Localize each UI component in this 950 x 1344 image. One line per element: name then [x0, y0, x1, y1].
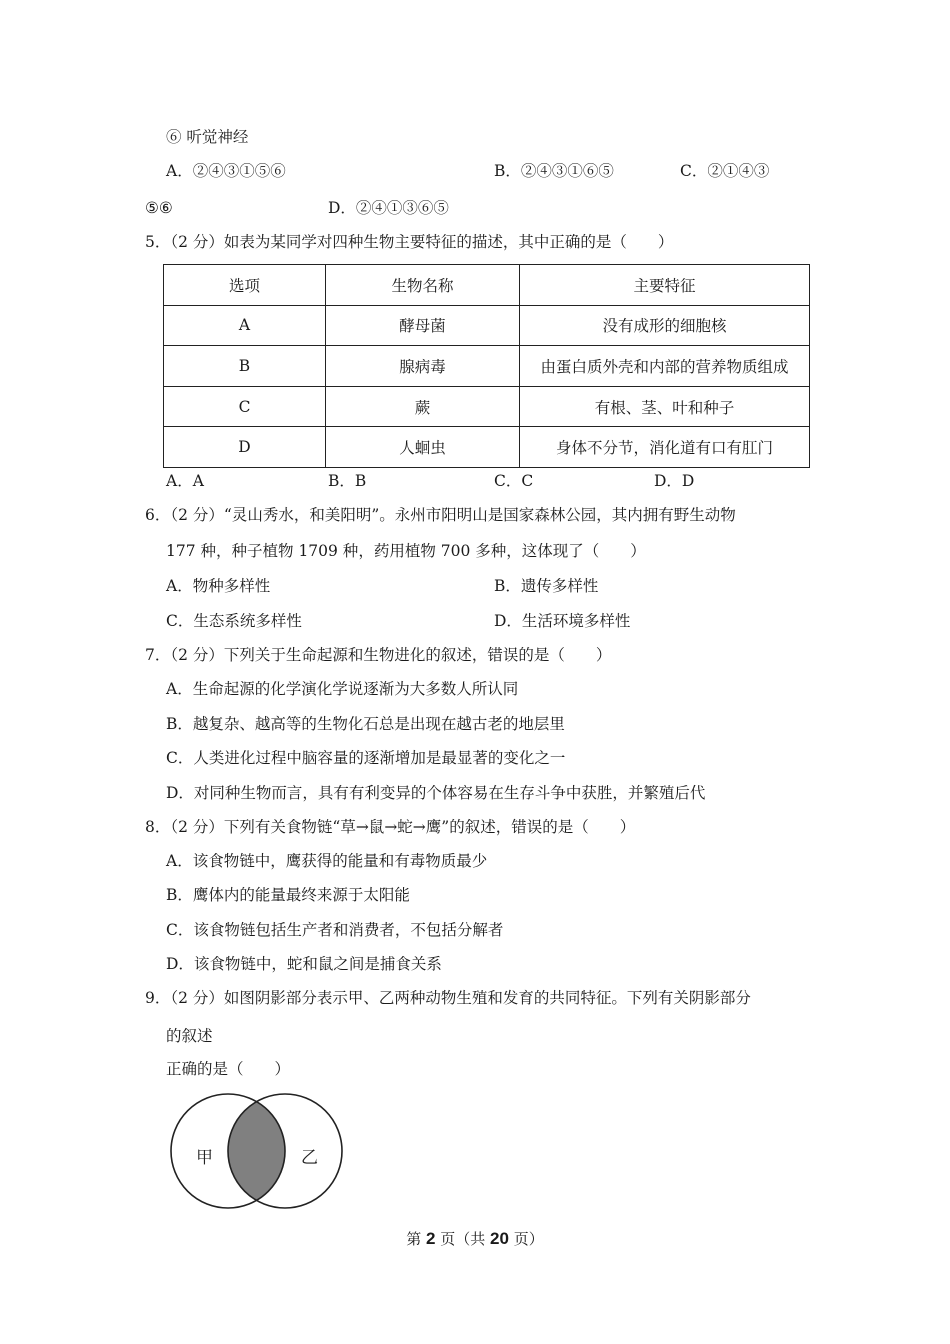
- table-cell: 蕨: [326, 386, 520, 427]
- venn-right-label: 乙: [301, 1148, 318, 1168]
- q8-option-a: A．该食物链中，鹰获得的能量和有毒物质最少: [166, 852, 488, 870]
- page-footer: [0, 1228, 950, 1249]
- q5-table: [163, 264, 810, 468]
- q6-option-a: A．物种多样性: [166, 577, 271, 595]
- q7-option-c: C．人类进化过程中脑容量的逐渐增加是最显著的变化之一: [166, 749, 566, 767]
- footer-prefix: 第: [406, 1230, 427, 1248]
- q9-stem-line2: 的叙述: [166, 1027, 213, 1045]
- table-header: 生物名称: [326, 265, 520, 306]
- q9-stem-line1: 9．（2 分）如图阴影部分表示甲、乙两种动物生殖和发育的共同特征。下列有关阴影部分: [145, 989, 751, 1007]
- footer-middle: 页（共: [435, 1230, 491, 1248]
- q4-option-b: B．②④③①⑥⑤: [494, 162, 614, 180]
- q8-option-b: B．鹰体内的能量最终来源于太阳能: [166, 886, 410, 904]
- q7-option-d: D．对同种生物而言，具有有利变异的个体容易在生存斗争中获胜，并繁殖后代: [166, 784, 706, 802]
- q4-option-a: A．②④③①⑤⑥: [166, 162, 286, 180]
- table-row: [164, 427, 810, 468]
- q7-option-a: A．生命起源的化学演化学说逐渐为大多数人所认同: [166, 680, 519, 698]
- q8-option-c: C．该食物链包括生产者和消费者，不包括分解者: [166, 921, 504, 939]
- table-cell: C: [164, 386, 326, 427]
- table-row: [164, 305, 810, 346]
- q4-option-c-continued: ⑤⑥: [145, 199, 173, 217]
- table-header: 选项: [164, 265, 326, 306]
- table-cell: 有根、茎、叶和种子: [520, 386, 810, 427]
- q5-option-c: C．C: [494, 472, 534, 490]
- venn-diagram: [168, 1093, 348, 1213]
- q6-stem-line2: 177 种，种子植物 1709 种，药用植物 700 多种，这体现了（ ）: [166, 542, 646, 560]
- footer-page-number: 2: [426, 1229, 436, 1248]
- table-cell: 身体不分节，消化道有口有肛门: [520, 427, 810, 468]
- q6-option-b: B．遗传多样性: [494, 577, 599, 595]
- q5-option-a: A．A: [166, 472, 204, 490]
- table-cell: A: [164, 305, 326, 346]
- q4-item-6: ⑥ 听觉神经: [166, 128, 249, 146]
- table-cell: B: [164, 346, 326, 387]
- q8-stem: 8．（2 分）下列有关食物链“草→鼠→蛇→鹰”的叙述，错误的是（ ）: [145, 818, 636, 836]
- q6-option-d: D．生活环境多样性: [494, 612, 631, 630]
- table-header-row: [164, 265, 810, 306]
- q7-stem: 7．（2 分）下列关于生命起源和生物进化的叙述，错误的是（ ）: [145, 646, 612, 664]
- table-row: [164, 386, 810, 427]
- q8-option-d: D．该食物链中，蛇和鼠之间是捕食关系: [166, 955, 442, 973]
- table-cell: 人蛔虫: [326, 427, 520, 468]
- footer-total-pages: 20: [490, 1229, 509, 1248]
- venn-left-label: 甲: [196, 1148, 213, 1168]
- q4-option-c: C．②①④③: [680, 162, 770, 180]
- table-cell: 酵母菌: [326, 305, 520, 346]
- q4-option-d: D．②④①③⑥⑤: [328, 199, 449, 217]
- q9-stem-line3: 正确的是（ ）: [166, 1060, 291, 1078]
- table-cell: 由蛋白质外壳和内部的营养物质组成: [520, 346, 810, 387]
- q6-stem-line1: 6．（2 分）“灵山秀水，和美阳明”。永州市阳明山是国家森林公园，其内拥有野生动物: [145, 506, 736, 524]
- table-cell: 没有成形的细胞核: [520, 305, 810, 346]
- q5-option-b: B．B: [328, 472, 367, 490]
- table-cell: 腺病毒: [326, 346, 520, 387]
- q5-option-d: D．D: [654, 472, 695, 490]
- table-cell: D: [164, 427, 326, 468]
- table-row: [164, 346, 810, 387]
- q6-option-c: C．生态系统多样性: [166, 612, 302, 630]
- footer-suffix: 页）: [508, 1230, 544, 1248]
- q7-option-b: B．越复杂、越高等的生物化石总是出现在越古老的地层里: [166, 715, 565, 733]
- table-header: 主要特征: [520, 265, 810, 306]
- q5-stem: 5．（2 分）如表为某同学对四种生物主要特征的描述，其中正确的是（ ）: [145, 233, 674, 251]
